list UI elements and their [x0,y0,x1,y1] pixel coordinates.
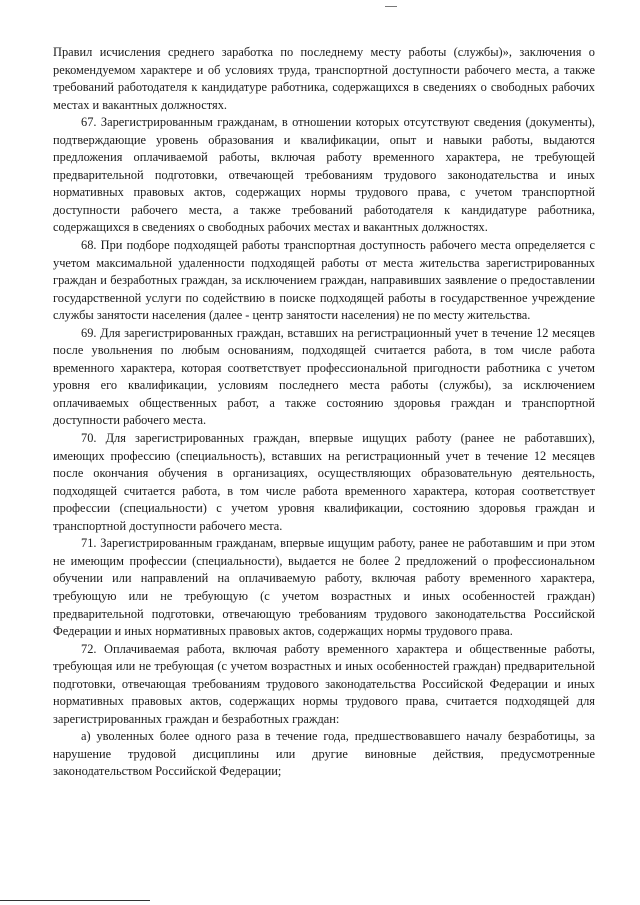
paragraph-72: 72. Оплачиваемая работа, включая работу временного характера и общественные работы, требующая или не требующая (с учетом возрастных и иных особенностей граждан) предварительной подготовки, отвечающая требованиям трудового законодательства Российской Федерации и иных нормативных правовых актов, содержащих нормы трудового права, считается подходящей для зарегистрированных граждан и безработных граждан: [53,641,595,726]
paragraph-69: 69. Для зарегистрированных граждан, вставших на регистрационный учет в течение 12 месяцев после увольнения по любым основаниям, подходящей считается работа, в том числе работа временного характера, которая соответствует профессиональной пригодности работника с учетом уровня его квалификации, условиям последнего места работы (службы), за исключением оплачиваемых общественных работ, а также состоянию здоровья граждан и транспортной доступности рабочего места. [53,325,595,428]
paragraph-70: 70. Для зарегистрированных граждан, впервые ищущих работу (ранее не работавших), имеющих профессию (специальность), вставших на регистрационный учет в течение 12 месяцев после окончания обучения в организациях, осуществляющих образовательную деятельность, подходящей считается работа, в том числе работа временного характера, которая соответствует профессии (специальности) с учетом уровня квалификации, состоянию здоровья граждан и транспортной доступности рабочего места. [53,431,595,533]
document-body [53,44,595,781]
top-edge-mark [385,6,397,7]
paragraph-continuation: Правил исчисления среднего заработка по последнему месту работы (службы)», заключения о рекомендуемом характере и об условиях труда, транспортной доступности рабочего места, а также требований работодателя к кандидатуре работника, содержащихся в сведениях о свободных рабочих местах и вакантных должностях. [53,45,595,112]
paragraph-72-item-a: а) уволенных более одного раза в течение года, предшествовавшего началу безработицы, за нарушение трудовой дисциплины или другие виновные действия, предусмотренные законодательством Российской Федерации; [53,729,595,779]
footnote-separator-line [0,900,150,901]
paragraph-71: 71. Зарегистрированным гражданам, впервые ищущим работу, ранее не работавшим и при этом не имеющим профессии (специальности), выдается не более 2 предложений о профессиональном обучении или направлений на оплачиваемую работу, включая работу временного характера, требующую или не требующую (с учетом возрастных и иных особенностей граждан) предварительной подготовки, отвечающую требованиям трудового законодательства Российской Федерации и иных нормативных правовых актов, содержащих нормы трудового права. [53,536,595,639]
paragraph-67: 67. Зарегистрированным гражданам, в отношении которых отсутствуют сведения (документы), подтверждающие уровень образования и квалификации, опыт и навыки работы, выдаются предложения оплачиваемой работы, включая работу временного характера, не требующей предварительной подготовки, отвечающей требованиям трудового законодательства и иных нормативных правовых актов, содержащих нормы трудового права, с учетом транспортной доступности рабочего места, а также требований работодателя к кандидатуре работника, содержащихся в сведениях о свободных рабочих местах и вакантных должностях. [53,115,595,235]
paragraph-68: 68. При подборе подходящей работы транспортная доступность рабочего места определяется с учетом максимальной удаленности подходящей работы от места жительства зарегистрированных граждан и безработных граждан, за исключением граждан, направивших заявление о предоставлении государственной услуги по содействию в поиске подходящей работы в государственное учреждение службы занятости населения (далее - центр занятости населения) не по месту жительства. [53,238,595,323]
